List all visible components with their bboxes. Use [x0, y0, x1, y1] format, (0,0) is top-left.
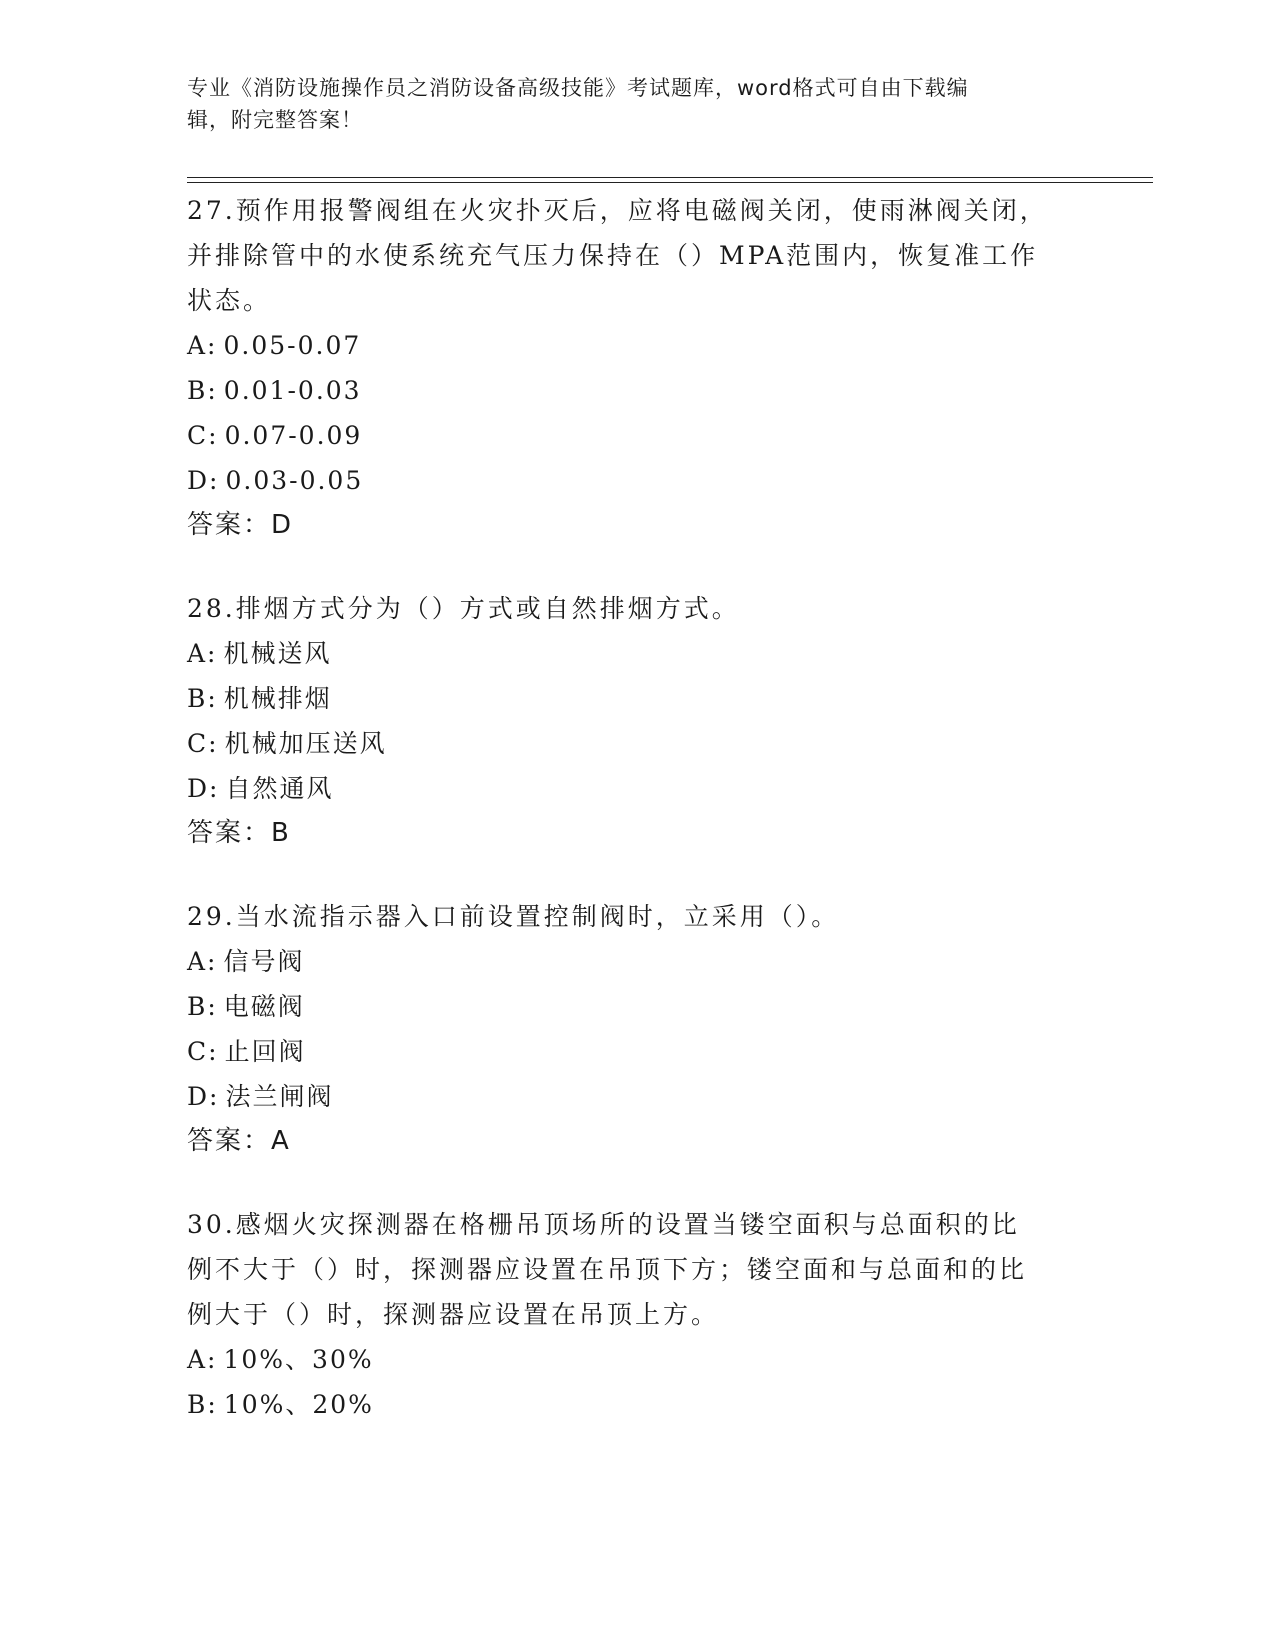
option-letter: A: — [187, 947, 218, 976]
option-text: 自然通风 — [225, 774, 334, 803]
option-a — [187, 1337, 1087, 1382]
option-text: 0.07-0.09 — [224, 421, 363, 450]
option-letter: D: — [187, 774, 220, 803]
question-stem: 29.当水流指示器入口前设置控制阀时，立采用（）。 — [187, 902, 840, 931]
option-text: 10%、30% — [223, 1345, 374, 1374]
option-c — [187, 413, 1087, 458]
option-text: 机械排烟 — [223, 684, 332, 713]
option-letter: C: — [187, 1037, 219, 1066]
header-rule-bottom — [187, 182, 1153, 183]
option-text: 法兰闸阀 — [225, 1082, 334, 1111]
option-letter: D: — [187, 1082, 220, 1111]
option-d — [187, 1074, 1087, 1119]
option-text: 机械送风 — [223, 639, 332, 668]
option-b — [187, 368, 1087, 413]
option-b — [187, 676, 1087, 721]
question-list — [187, 188, 1087, 1465]
option-text: 电磁阀 — [223, 992, 305, 1021]
option-text: 10%、20% — [223, 1390, 374, 1419]
option-c — [187, 721, 1087, 766]
answer-line: 答案：A — [187, 1126, 291, 1156]
option-letter: B: — [187, 992, 218, 1021]
question-28 — [187, 586, 1087, 856]
option-c — [187, 1029, 1087, 1074]
option-letter: B: — [187, 1390, 218, 1419]
option-letter: B: — [187, 684, 218, 713]
option-a — [187, 631, 1087, 676]
question-30 — [187, 1202, 1087, 1427]
option-text: 信号阀 — [223, 947, 305, 976]
option-b — [187, 1382, 1087, 1427]
option-text: 机械加压送风 — [224, 729, 387, 758]
question-stem: 27.预作用报警阀组在火灾扑灭后，应将电磁阀关闭，使雨淋阀关闭，并排除管中的水使系统充气压力保持在（）MPA范围内，恢复准工作状态。 — [187, 196, 1048, 315]
option-a — [187, 939, 1087, 984]
header-line-1: 专业《消防设施操作员之消防设备高级技能》考试题库，word格式可自由下载编 — [187, 76, 969, 100]
option-d — [187, 766, 1087, 811]
question-27 — [187, 188, 1087, 548]
option-a — [187, 323, 1087, 368]
option-d — [187, 458, 1087, 503]
option-letter: A: — [187, 639, 218, 668]
option-letter: D: — [187, 466, 220, 495]
option-letter: C: — [187, 421, 219, 450]
option-letter: A: — [187, 331, 218, 360]
option-letter: B: — [187, 376, 218, 405]
header-line-2: 辑，附完整答案！ — [187, 108, 363, 132]
option-text: 止回阀 — [224, 1037, 306, 1066]
question-29 — [187, 894, 1087, 1164]
question-stem: 28.排烟方式分为（）方式或自然排烟方式。 — [187, 594, 740, 623]
option-text: 0.01-0.03 — [223, 376, 362, 405]
header-rule-top — [187, 177, 1153, 178]
answer-line: 答案：B — [187, 818, 291, 848]
option-text: 0.03-0.05 — [225, 466, 364, 495]
option-letter: C: — [187, 729, 219, 758]
option-text: 0.05-0.07 — [223, 331, 362, 360]
answer-line: 答案：D — [187, 510, 294, 540]
question-stem: 30.感烟火灾探测器在格栅吊顶场所的设置当镂空面积与总面积的比例不大于（）时，探测器应设置在吊顶下方；镂空面和与总面和的比例大于（）时，探测器应设置在吊顶上方。 — [187, 1210, 1028, 1329]
option-letter: A: — [187, 1345, 218, 1374]
option-b — [187, 984, 1087, 1029]
document-header — [187, 72, 1067, 136]
